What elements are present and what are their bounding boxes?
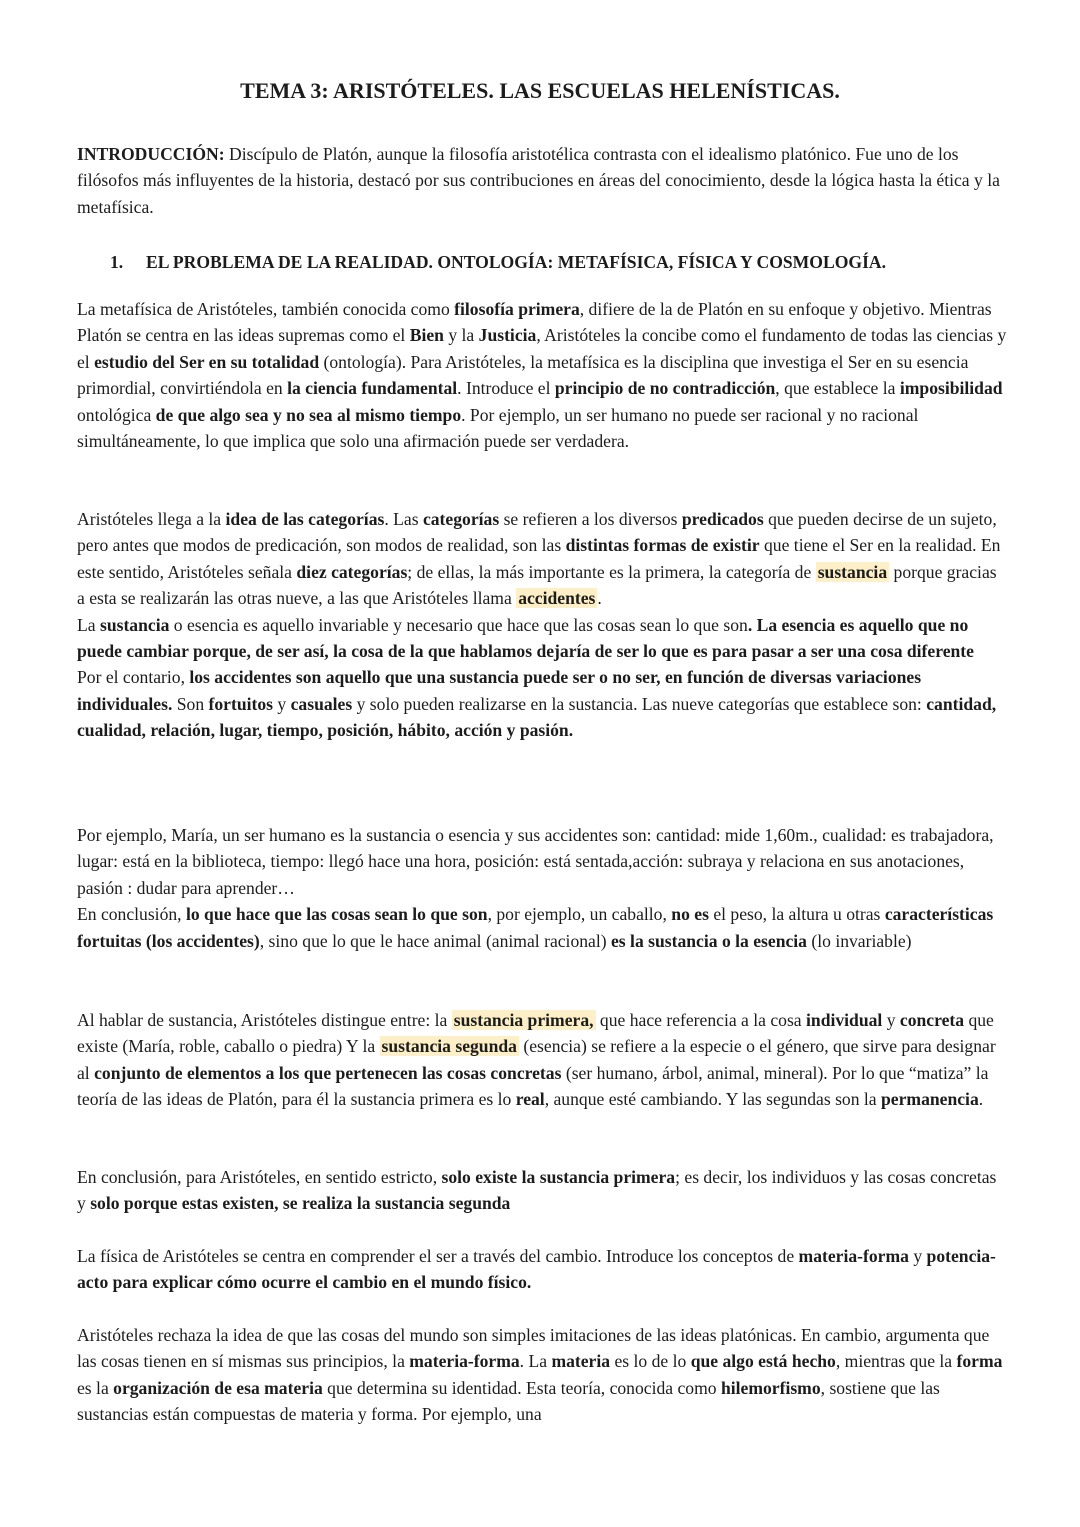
bold-text: concreta [899, 1010, 965, 1030]
text-run: . Introduce el [457, 378, 555, 399]
text-run: el peso, la altura u otras [708, 904, 885, 925]
text-run: ontológica [77, 404, 156, 425]
bold-text: materia-forma [409, 1351, 520, 1372]
text-run: Por el contario, [77, 667, 190, 688]
text-run: La [77, 614, 100, 635]
bold-text: solo porque estas existen, se realiza la sustancia segunda [90, 1193, 511, 1214]
bold-text: no es [671, 904, 709, 925]
bold-text: es la sustancia o la esencia [611, 930, 807, 951]
paragraph-ejemplo [77, 822, 1007, 954]
paragraph-metafisica [77, 296, 1007, 454]
text-run: , Aristóteles la concibe como el fundamento de todas las ciencias y el [77, 325, 1007, 372]
text-run: ; es decir, los individuos y las cosas concretas y [77, 1167, 997, 1214]
bold-text: potencia-acto para explicar cómo ocurre el cambio en el mundo físico. [77, 1246, 996, 1293]
bold-text: organización de esa materia [113, 1377, 323, 1398]
section-title: EL PROBLEMA DE LA REALIDAD. ONTOLOGÍA: METAFÍSICA, FÍSICA Y COSMOLOGÍA. [146, 252, 887, 272]
bold-text: distintas formas de existir [565, 535, 760, 556]
text-run: que pueden decirse de un sujeto, pero antes que modos de predicación, son modos de realidad, son las [77, 509, 997, 556]
bold-text: casuales [290, 693, 353, 714]
text-run: , sostiene que las sustancias están compuestas de materia y forma. Por ejemplo, una [77, 1377, 940, 1425]
bold-text: filosofía primera [454, 299, 580, 319]
text-run: es lo de lo [610, 1351, 691, 1372]
text-run: , aunque esté cambiando. Y las segundas son la [544, 1089, 882, 1110]
bold-text: . La esencia es aquello que no puede cambiar porque, de ser así, la cosa de la que hablamos dejaría de ser lo que es para pasar a ser una cosa diferente [77, 614, 974, 662]
text-run: y [908, 1246, 927, 1266]
text-run: que tiene el Ser en la realidad. En este sentido, Aristóteles señala [77, 535, 1001, 582]
paragraph-hilemorfismo [77, 1322, 1007, 1428]
bold-text: materia [551, 1351, 611, 1372]
bold-text: que algo está hecho [690, 1351, 836, 1372]
text-run: . Las [384, 509, 423, 529]
text-run: o esencia es aquello invariable y necesario que hace que las cosas sean lo que son [169, 614, 748, 635]
text-run: que hace referencia a la cosa [595, 1010, 807, 1030]
text-run: La física de Aristóteles se centra en comprender el ser a través del cambio. Introduce los conceptos de [77, 1246, 799, 1266]
page-title: TEMA 3: ARISTÓTELES. LAS ESCUELAS HELENÍSTICAS. [240, 78, 840, 103]
text-run: (ontología). Para Aristóteles, la metafísica es la disciplina que investiga el Ser en su esencia primordial, convirtiéndola en [77, 351, 969, 399]
intro-label: INTRODUCCIÓN: [77, 144, 225, 164]
text-run: y [273, 693, 291, 714]
bold-text: lo que hace que las cosas sean lo que son [185, 904, 488, 925]
text-run: Son [172, 693, 209, 714]
bold-text: cantidad, cualidad, relación, lugar, tiempo, posición, hábito, acción y pasión. [77, 693, 997, 741]
bold-text: de que algo sea y no sea al mismo tiempo [155, 404, 462, 425]
text-run: Al hablar de sustancia, Aristóteles distingue entre: la [77, 1010, 452, 1030]
text-run: se refieren a los diversos [499, 509, 682, 529]
paragraph-sustancia [77, 1007, 1007, 1113]
paragraph-fisica [77, 1243, 1007, 1296]
bold-text: hilemorfismo [720, 1377, 821, 1398]
bold-text: predicados [681, 509, 764, 529]
text-run: , mientras que la [835, 1351, 957, 1372]
bold-text: idea de las categorías [225, 509, 385, 529]
text-run: Aristóteles llega a la [77, 509, 226, 529]
bold-text: conjunto de elementos a los que pertenecen las cosas concretas [94, 1062, 562, 1083]
bold-text: solo existe la sustancia primera [441, 1167, 676, 1187]
bold-text: individual [806, 1010, 883, 1030]
bold-text: imposibilidad [899, 378, 1003, 399]
text-run: , que establece la [775, 378, 900, 399]
paragraph-conclusion [77, 1164, 1007, 1217]
highlighted-term: sustancia primera, [453, 1010, 594, 1030]
bold-text: Justicia [478, 325, 537, 346]
text-run: , difiere de la de Platón en su enfoque y objetivo. Mientras Platón se centra en las ideas supremas como el [77, 299, 992, 346]
text-run: y la [443, 325, 479, 346]
text-run: (lo invariable) [806, 930, 912, 951]
highlighted-term: accidentes [518, 588, 596, 609]
text-run: (esencia) se refiere a la especie o el género, que sirve para designar al [77, 1036, 996, 1083]
section-heading [110, 249, 1010, 275]
bold-text: estudio del Ser en su totalidad [94, 351, 320, 372]
highlighted-term: sustancia [817, 561, 888, 582]
bold-text: diez categorías [296, 561, 408, 582]
bold-text: forma [956, 1351, 1003, 1372]
text-run: . [597, 588, 602, 609]
text-run: y solo pueden realizarse en la sustancia. Las nueve categorías que establece son: [352, 693, 927, 714]
intro-text: Discípulo de Platón, aunque la filosofía aristotélica contrasta con el idealismo platónico. Fue uno de los filósofos más influyentes de la historia, destacó por sus contribuciones en áreas del conocimiento, desde la lógica hasta la ética y la metafísica. [77, 144, 1000, 217]
highlighted-term: sustancia segunda [381, 1036, 517, 1057]
bold-text: Bien [409, 325, 444, 346]
text-run: . Por ejemplo, un ser humano no puede ser racional y no racional simultáneamente, lo que implica que solo una afirmación puede ser verdadera. [77, 404, 919, 452]
text-run: que existe (María, roble, caballo o piedra) Y la [77, 1010, 994, 1057]
intro-paragraph [77, 141, 1007, 220]
bold-text: principio de no contradicción [554, 378, 776, 399]
text-run: , por ejemplo, un caballo, [487, 904, 672, 925]
bold-text: sustancia [99, 614, 170, 635]
paragraph-categorias [77, 506, 1007, 744]
text-run: . La [519, 1351, 552, 1372]
section-number: 1. [110, 252, 124, 272]
bold-text: categorías [422, 509, 500, 529]
text-run: . [978, 1089, 984, 1110]
text-run: y [882, 1010, 900, 1030]
bold-text: real [515, 1089, 545, 1110]
text-run: En conclusión, [77, 904, 186, 925]
text-run: (ser humano, árbol, animal, mineral). Por lo que “matiza” la teoría de las ideas de Platón, para él la sustancia primera es lo [77, 1062, 989, 1110]
text-run: Por ejemplo, María, un ser humano es la sustancia o esencia y sus accidentes son: cantidad: mide 1,60m., cualidad: es trabajadora, lugar: está en la biblioteca, tiempo: llegó hace una hora, posición: está sentada,acción: subraya y relaciona en sus anotaciones, pasión : dudar para aprender… [77, 825, 994, 898]
text-run: Aristóteles rechaza la idea de que las cosas del mundo son simples imitaciones de las ideas platónicas. En cambio, argumenta que las cosas tienen en sí mismas sus principios, la [77, 1325, 990, 1372]
text-run: ; de ellas, la más importante es la primera, la categoría de [407, 561, 816, 582]
text-run: que determina su identidad. Esta teoría, conocida como [322, 1377, 721, 1398]
text-run: La metafísica de Aristóteles, también conocida como [77, 299, 455, 319]
bold-text: los accidentes son aquello que una sustancia puede ser o no ser, en función de diversas variaciones individuales. [77, 667, 922, 714]
bold-text: la ciencia fundamental [287, 378, 458, 399]
bold-text: fortuitos [208, 693, 274, 714]
text-run: porque gracias a esta se realizarán las otras nueve, a las que Aristóteles llama [77, 561, 997, 609]
text-run: es la [77, 1377, 114, 1398]
bold-text: materia-forma [798, 1246, 909, 1266]
text-run: En conclusión, para Aristóteles, en sentido estricto, [77, 1167, 442, 1187]
bold-text: permanencia [881, 1089, 979, 1110]
text-run: , sino que lo que le hace animal (animal racional) [259, 930, 611, 951]
bold-text: características fortuitas (los accidentes) [77, 904, 994, 951]
